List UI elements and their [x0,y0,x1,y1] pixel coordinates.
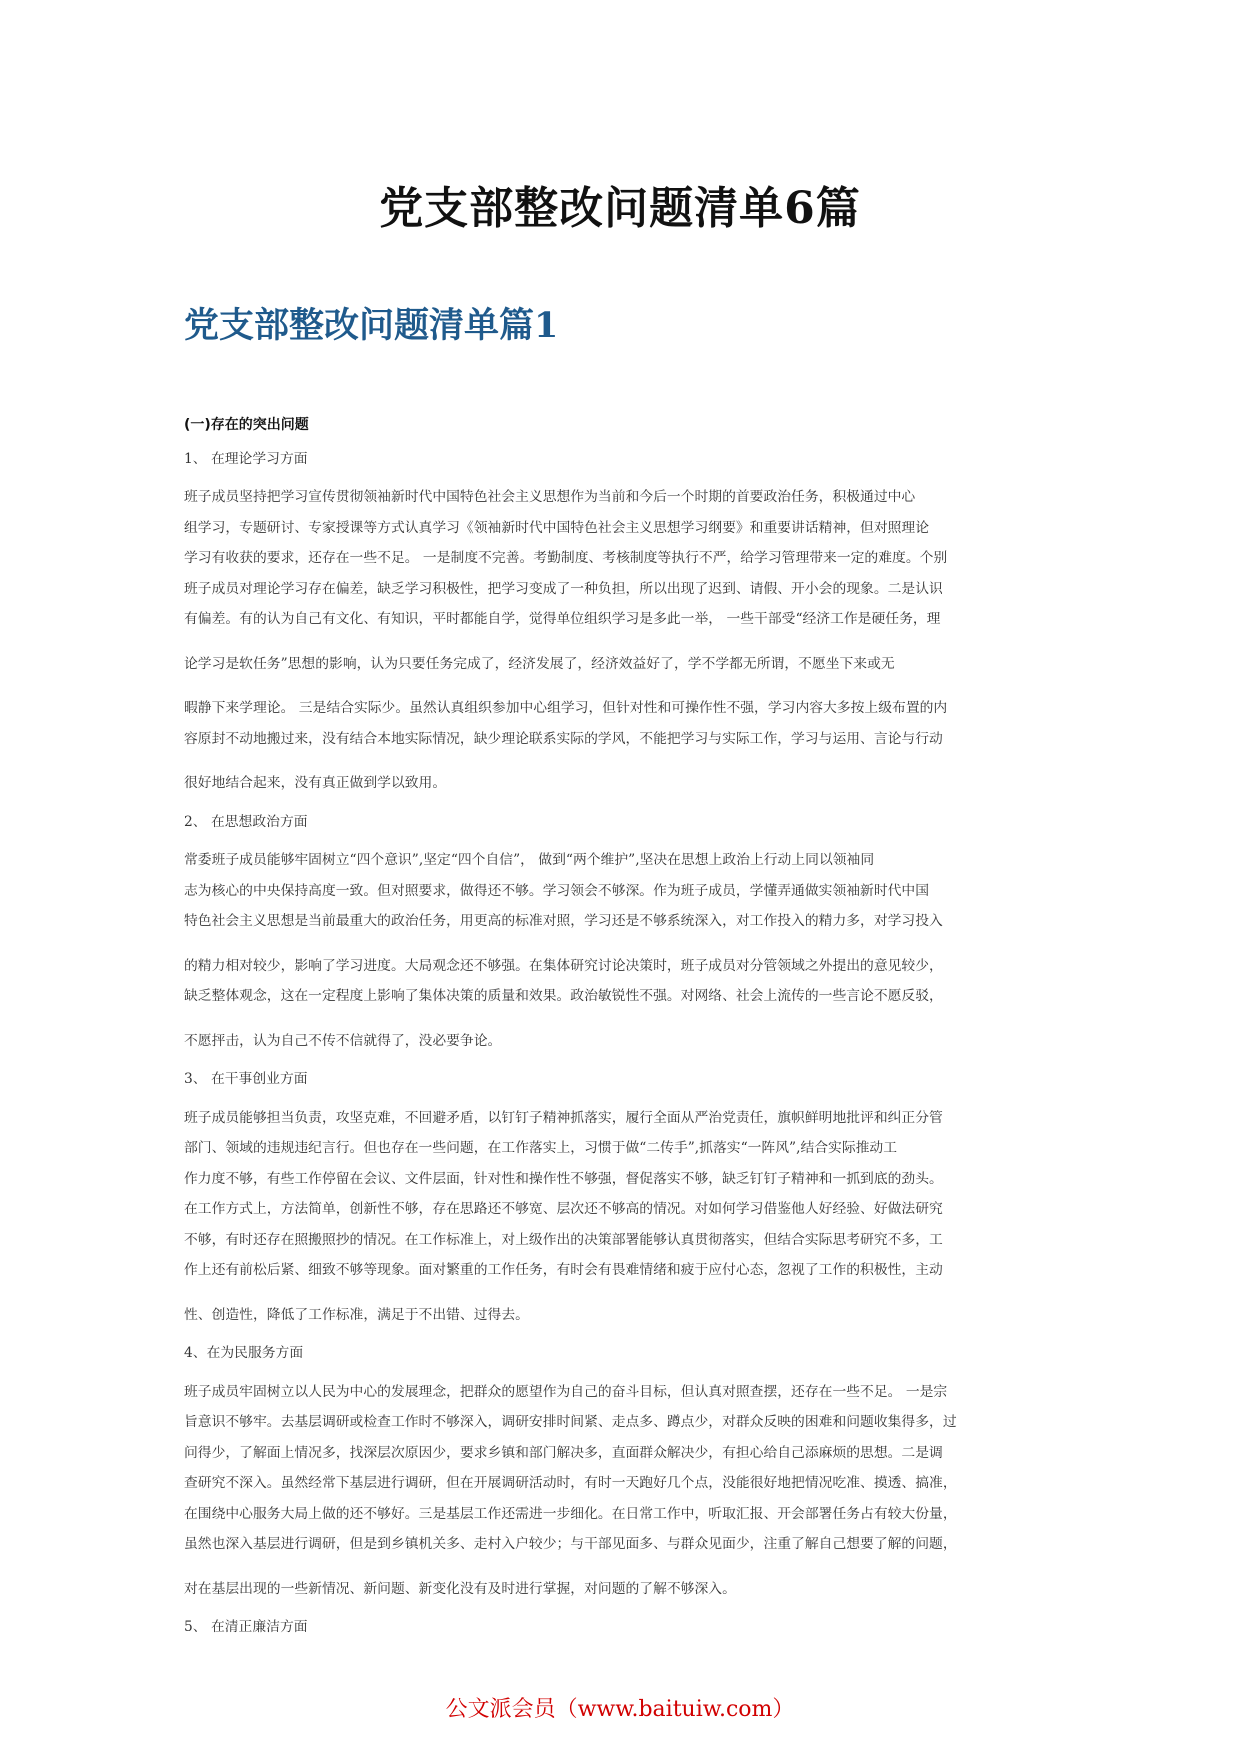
paragraph-line: 班子成员坚持把学习宣传贯彻领袖新时代中国特色社会主义思想作为当前和今后一个时期的首要政治任务，积极通过中心 [184,489,916,505]
paragraph-line: 论学习是软任务”思想的影响，认为只要任务完成了，经济发展了，经济效益好了，学不学都无所谓，不愿坐下来或无 [184,655,895,672]
subsection-heading: 5、 在清正廉洁方面 [184,1619,308,1635]
paragraph-line: 有偏差。有的认为自己有文化、有知识，平时都能自学，觉得单位组织学习是多此一举， 一些干部受“经济工作是硬任务，理 [184,611,941,627]
footer-watermark: 公文派会员（www.baituiw.com） [445,1697,795,1722]
content-blocks [184,444,1056,1643]
paragraph-line: 特色社会主义思想是当前最重大的政治任务，用更高的标准对照，学习还是不够系统深入，对工作投入的精力多，对学习投入 [184,913,943,929]
paragraph-line: 常委班子成员能够牢固树立“四个意识”,坚定“四个自信”， 做到“两个维护”,坚决在思想上政治上行动上同以领袖同 [184,852,875,868]
paragraph-line: 查研究不深入。虽然经常下基层进行调研，但在开展调研活动时，有时一天跑好几个点，没能很好地把情况吃准、摸透、搞准， [184,1475,957,1491]
subsection-heading: 4、在为民服务方面 [184,1345,304,1361]
paragraph-line: 容原封不动地搬过来，没有结合本地实际情况，缺少理论联系实际的学风，不能把学习与实际工作，学习与运用、言论与行动 [184,730,943,747]
paragraph-line: 缺乏整体观念，这在一定程度上影响了集体决策的质量和效果。政治敏锐性不强。对网络、社会上流传的一些言论不愿反驳， [184,988,943,1004]
subsection-heading: 3、 在干事创业方面 [184,1071,308,1087]
subsection-heading: 1、 在理论学习方面 [184,450,308,467]
paragraph-line: 很好地结合起来，没有真正做到学以致用。 [184,775,447,791]
document-title: 党支部整改问题清单6篇 [379,183,861,234]
paragraph-line: 的精力相对较少，影响了学习进度。大局观念还不够强。在集体研究讨论决策时，班子成员对分管领域之外提出的意见较少， [184,957,943,974]
paragraph-line: 在工作方式上，方法简单，创新性不够，存在思路还不够宽、层次还不够高的情况。对如何学习借鉴他人好经验、好做法研究 [184,1201,943,1217]
subsection-heading: 2、 在思想政治方面 [184,813,308,830]
section-title: 党支部整改问题清单篇1 [184,305,559,346]
paragraph [184,1377,1056,1605]
paragraph-line: 班子成员能够担当负责，攻坚克难，不回避矛盾，以钉钉子精神抓落实，履行全面从严治党责任，旗帜鲜明地批评和纠正分管 [184,1109,943,1126]
paragraph-line: 学习有收获的要求，还存在一些不足。 一是制度不完善。考勤制度、考核制度等执行不严，给学习管理带来一定的难度。个别 [184,550,948,566]
paragraph-gap [184,679,1056,693]
paragraph-line: 问得少，了解面上情况多，找深层次原因少，要求乡镇和部门解决多，直面群众解决少，有担心给自己添麻烦的思想。二是调 [184,1444,943,1461]
paragraph-line: 在围绕中心服务大局上做的还不够好。三是基层工作还需进一步细化。在日常工作中，听取汇报、开会部署任务占有较大份量， [184,1505,957,1522]
document-body [184,410,1056,1651]
paragraph-line: 志为核心的中央保持高度一致。但对照要求，做得还不够。学习领会不够深。作为班子成员，学懂弄通做实领袖新时代中国 [184,882,930,899]
paragraph-line: 作力度不够，有些工作停留在会议、文件层面，针对性和操作性不够强，督促落实不够，缺乏钉钉子精神和一抓到底的劲头。 [184,1170,943,1187]
paragraph-line: 虽然也深入基层进行调研，但是到乡镇机关多、走村入户较少；与干部见面多、与群众见面少，注重了解自己想要了解的问题， [184,1536,957,1552]
paragraph [184,845,1056,1056]
paragraph-gap [184,937,1056,951]
paragraph-line: 部门、领域的违规违纪言行。但也存在一些问题，在工作落实上，习惯于做“二传手”,抓落实“一阵风”,结合实际推动工 [184,1140,898,1156]
paragraph-gap [184,754,1056,768]
paragraph-gap [184,635,1056,649]
paragraph-line: 班子成员对理论学习存在偏差，缺乏学习积极性，把学习变成了一种负担，所以出现了迟到、请假、开小会的现象。二是认识 [184,580,943,597]
paragraph-gap [184,1286,1056,1300]
paragraph-line: 不愿抨击，认为自己不传不信就得了，没必要争论。 [184,1032,502,1049]
paragraph-gap [184,1012,1056,1026]
paragraph-line: 暇静下来学理论。 三是结合实际少。虽然认真组织参加中心组学习，但针对性和可操作性不强，学习内容大多按上级布置的内 [184,700,948,716]
paragraph-line: 不够，有时还存在照搬照抄的情况。在工作标准上，对上级作出的决策部署能够认真贯彻落实，但结合实际思考研究不多，工 [184,1231,943,1248]
paragraph-line: 旨意识不够牢。去基层调研或检查工作时不够深入，调研安排时间紧、走点多、蹲点少，对群众反映的困难和问题收集得多，过 [184,1414,957,1430]
paragraph-line: 班子成员牢固树立以人民为中心的发展理念，把群众的愿望作为自己的奋斗目标，但认真对照查摆，还存在一些不足。 一是宗 [184,1383,948,1400]
paragraph [184,1103,1056,1331]
section-heading: (一)存在的突出问题 [184,417,309,433]
paragraph-line: 性、创造性，降低了工作标准，满足于不出错、过得去。 [184,1306,529,1323]
paragraph-line: 组学习，专题研讨、专家授课等方式认真学习《领袖新时代中国特色社会主义思想学习纲要》和重要讲话精神，但对照理论 [184,519,930,536]
paragraph [184,482,1056,799]
paragraph-gap [184,1560,1056,1574]
paragraph-line: 对在基层出现的一些新情况、新问题、新变化没有及时进行掌握，对问题的了解不够深入。 [184,1580,736,1597]
paragraph-line: 作上还有前松后紧、细致不够等现象。面对繁重的工作任务，有时会有畏难情绪和疲于应付心态，忽视了工作的积极性，主动 [184,1262,943,1278]
